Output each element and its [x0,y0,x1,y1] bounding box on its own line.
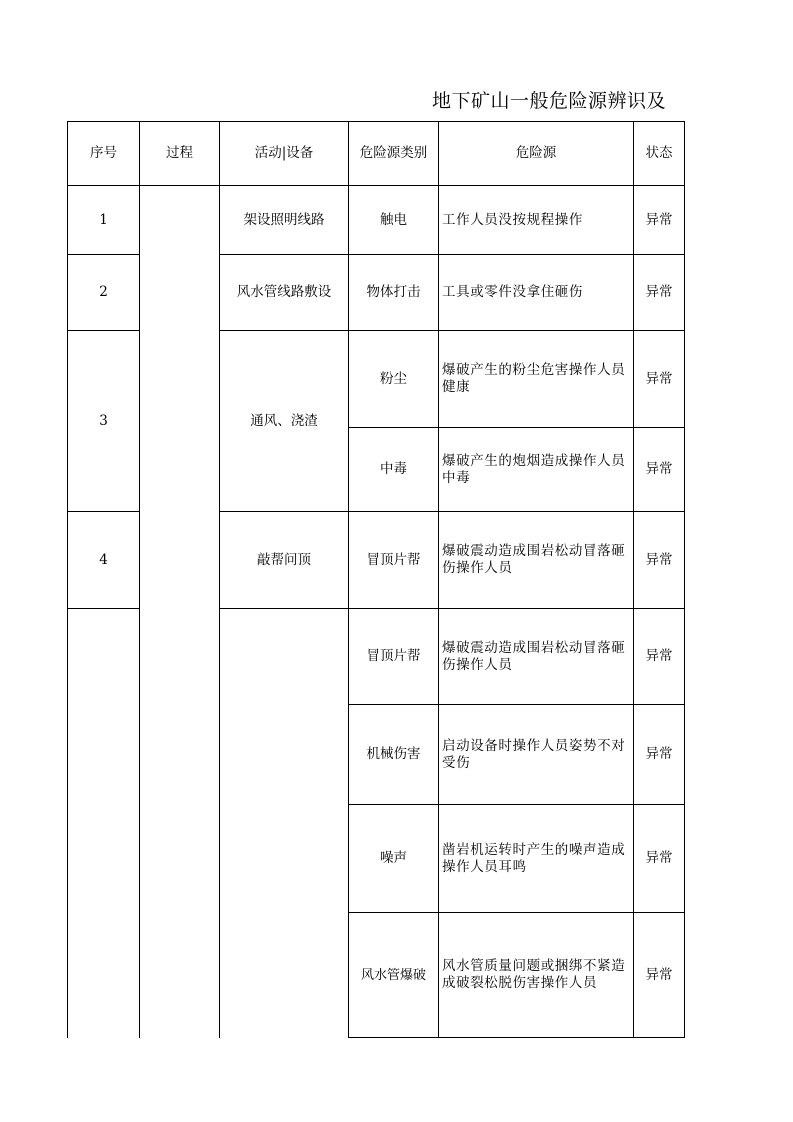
status-cell: 异常 [634,705,685,805]
status-cell: 异常 [634,805,685,913]
status-cell: 异常 [634,609,685,705]
category-cell: 粉尘 [349,331,439,428]
hazard-cell: 爆破产生的炮烟造成操作人员中毒 [439,428,634,512]
activity-cell: 风水管线路敷设 [220,255,349,331]
hazard-cell: 工具或零件没拿住砸伤 [439,255,634,331]
category-cell: 冒顶片帮 [349,609,439,705]
hazard-cell: 工作人员没按规程操作 [439,186,634,255]
status-cell: 异常 [634,186,685,255]
seq-cell [68,609,140,1038]
header-status: 状态 [634,122,685,186]
header-process: 过程 [140,122,220,186]
activity-cell: 敲帮问顶 [220,512,349,609]
category-cell: 机械伤害 [349,705,439,805]
category-cell: 噪声 [349,805,439,913]
category-cell: 风水管爆破 [349,913,439,1038]
status-cell: 异常 [634,331,685,428]
seq-cell: 3 [68,331,140,512]
status-cell: 异常 [634,913,685,1038]
status-cell: 异常 [634,255,685,331]
seq-cell: 1 [68,186,140,255]
header-activity: 活动|设备 [220,122,349,186]
category-cell: 中毒 [349,428,439,512]
hazard-cell: 爆破产生的粉尘危害操作人员健康 [439,331,634,428]
category-cell: 冒顶片帮 [349,512,439,609]
activity-cell: 通风、浇渣 [220,331,349,512]
process-cell [140,186,220,1038]
hazard-cell: 启动设备时操作人员姿势不对受伤 [439,705,634,805]
document-title: 地下矿山一般危险源辨识及 [432,90,667,112]
hazard-cell: 爆破震动造成围岩松动冒落砸伤操作人员 [439,512,634,609]
hazard-cell: 爆破震动造成围岩松动冒落砸伤操作人员 [439,609,634,705]
table-row [68,186,685,255]
header-row [68,122,685,186]
hazard-cell: 凿岩机运转时产生的噪声造成操作人员耳鸣 [439,805,634,913]
hazard-table [67,121,685,1038]
category-cell: 触电 [349,186,439,255]
hazard-cell: 风水管质量问题或捆绑不紧造成破裂松脱伤害操作人员 [439,913,634,1038]
activity-cell: 架设照明线路 [220,186,349,255]
status-cell: 异常 [634,428,685,512]
seq-cell: 2 [68,255,140,331]
header-hazard: 危险源 [439,122,634,186]
header-seq: 序号 [68,122,140,186]
status-cell: 异常 [634,512,685,609]
seq-cell: 4 [68,512,140,609]
activity-cell [220,609,349,1038]
category-cell: 物体打击 [349,255,439,331]
header-category: 危险源类别 [349,122,439,186]
